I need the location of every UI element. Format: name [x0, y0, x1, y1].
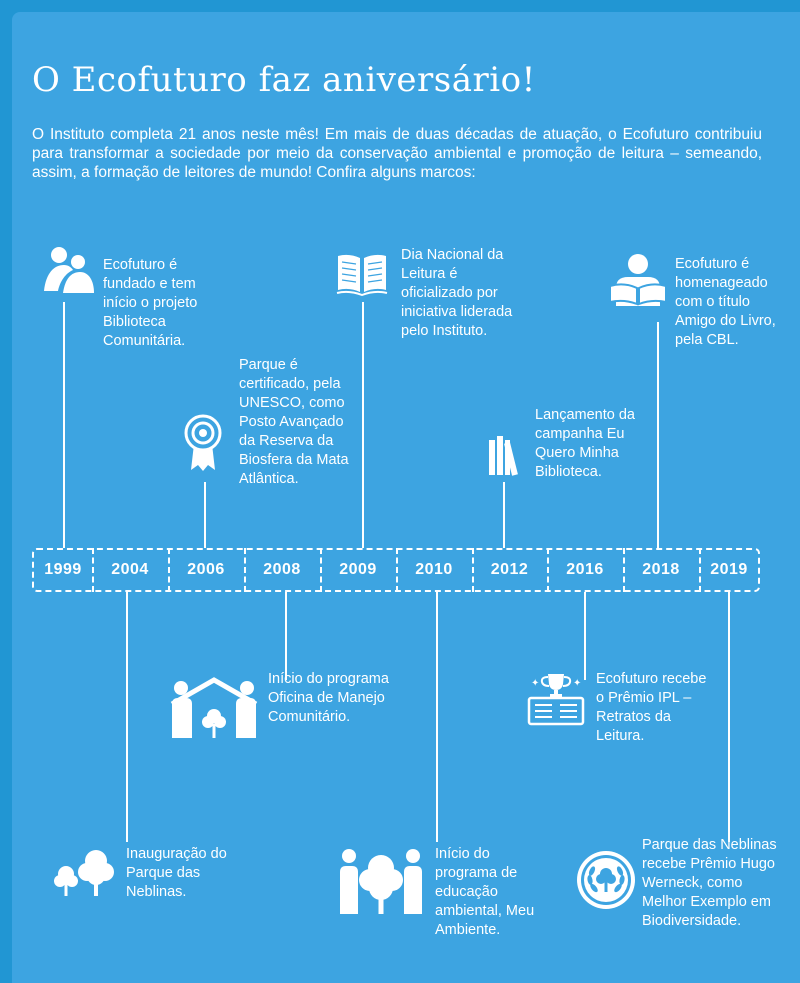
year-1999: 1999 [44, 561, 82, 578]
trees-icon [52, 848, 118, 898]
connector-2016 [584, 592, 586, 680]
event-2019: Parque das Neblinas recebe Prêmio Hugo Werneck, como Melhor Exemplo em Biodiversidade. [642, 837, 777, 929]
connector-2019 [728, 592, 730, 842]
connector-2010 [436, 592, 438, 842]
connector-2008 [285, 592, 287, 680]
connector-2018 [657, 322, 659, 548]
trophy-certificate-icon [526, 670, 586, 728]
event-2018: Ecofuturo é homenageado com o título Amigo do Livro, pela CBL. [675, 256, 776, 348]
year-2010: 2010 [415, 561, 453, 578]
year-2009: 2009 [339, 561, 377, 578]
connector-1999 [63, 302, 65, 548]
connector-2009 [362, 302, 364, 548]
year-2018: 2018 [642, 561, 680, 578]
event-2008: Início do programa Oficina de Manejo Comunitário. [268, 671, 389, 725]
connector-2006 [204, 482, 206, 548]
people-tree-icon [338, 846, 424, 916]
year-2016: 2016 [566, 561, 604, 578]
year-2008: 2008 [263, 561, 301, 578]
community-house-icon [166, 674, 262, 740]
svg-text:✦: ✦ [531, 678, 540, 689]
people-icon [38, 243, 96, 295]
books-icon [488, 434, 524, 476]
reader-icon [608, 252, 668, 308]
year-2004: 2004 [111, 561, 149, 578]
svg-text:✦: ✦ [573, 678, 582, 689]
event-2009: Dia Nacional da Leitura é oficializado por iniciativa liderada pelo Instituto. [401, 247, 513, 339]
page-title: O Ecofuturo faz aniversário! [32, 60, 536, 100]
event-2004: Inauguração do Parque das Neblinas. [126, 846, 227, 900]
laurel-medal-icon [576, 850, 636, 910]
event-2010: Início do programa de educação ambiental, Meu Ambiente. [435, 846, 535, 938]
award-ribbon-icon [182, 412, 224, 474]
event-2012: Lançamento da campanha Eu Quero Minha Biblioteca. [535, 407, 635, 480]
connector-2012 [503, 482, 505, 548]
connector-2004 [126, 592, 128, 842]
year-2019: 2019 [710, 561, 748, 578]
intro-paragraph: O Instituto completa 21 anos neste mês! Em mais de duas décadas de atuação, o Ecofuturo contribuiu para transformar a sociedade por meio da conservação ambiental e promoção de leitura – semeando, assim, a formação de leitores de mundo! Confira alguns marcos: [32, 126, 762, 181]
event-1999: Ecofuturo é fundado e tem início o projeto Biblioteca Comunitária. [103, 257, 198, 349]
year-2012: 2012 [490, 561, 529, 578]
year-2006: 2006 [187, 561, 225, 578]
open-book-icon [336, 252, 388, 296]
event-2006: Parque é certificado, pela UNESCO, como Posto Avançado da Reserva da Biosfera da Mata Atlântica. [239, 357, 349, 487]
event-2016: Ecofuturo recebe o Prêmio IPL – Retratos da Leitura. [596, 671, 707, 744]
